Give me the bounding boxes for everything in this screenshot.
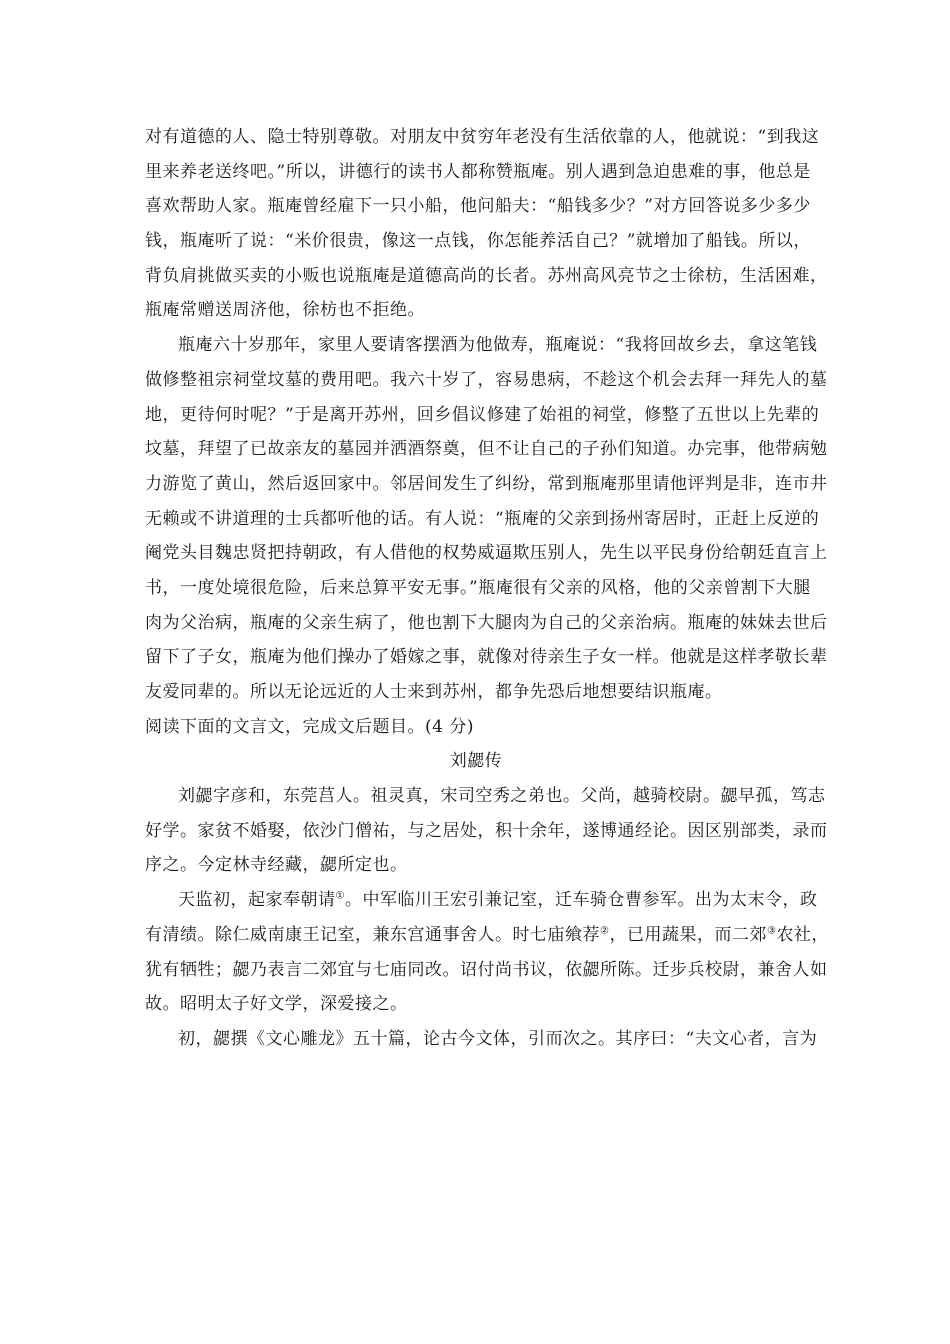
- paragraph-1: [145, 120, 828, 328]
- text-line: 对有道德的人、隐士特别尊敬。对朋友中贫穷年老没有生活依靠的人，他就说：“到我这: [145, 127, 820, 147]
- text-line: [145, 918, 829, 953]
- text-line: 留下了子女，瓶庵为他们操办了婚嫁之事，就像对待亲生子女一样。他就是这样孝敬长辈: [145, 647, 828, 668]
- text-line: 背负肩挑做买卖的小贩也说瓶庵是道德高尚的长者。苏州高风亮节之士徐枋，生活困难，: [145, 265, 828, 286]
- document-page: [145, 120, 829, 1057]
- text-line: 序之。今定林寺经藏，勰所定也。: [145, 855, 408, 876]
- text-line: 故。昭明太子好文学，深爱接之。: [145, 994, 408, 1015]
- text-segment: 。中军临川王宏引兼记室，迁车骑仓曹参军。出为太末令，政: [344, 890, 818, 911]
- text-line: 刘勰字彦和，东莞莒人。祖灵真，宋司空秀之弟也。父尚，越骑校尉。勰早孤，笃志: [178, 786, 826, 807]
- text-line: 初，勰撰《文心雕龙》五十篇，论古今文体，引而次之。其序曰：“夫文心者，言为: [178, 1028, 818, 1049]
- text-line: 瓶庵常赠送周济他，徐枋也不拒绝。: [145, 300, 425, 321]
- passage-title: 刘勰传: [449, 751, 503, 772]
- text-line: 犹有牺牲；勰乃表言二郊宜与七庙同改。诏付尚书议，依勰所陈。迁步兵校尉，兼舍人如: [145, 959, 828, 980]
- footnote-marker: ③: [766, 925, 777, 937]
- text-segment: ，已用蔬果，而二郊: [609, 924, 767, 945]
- text-line: 喜欢帮助人家。瓶庵曾经雇下一只小船，他问船夫：“船钱多少？”对方回答说多少多少: [145, 196, 811, 217]
- text-line: 力游览了黄山，然后返回家中。邻居间发生了纠纷，常到瓶庵那里请他评判是非，连市井: [145, 473, 828, 494]
- text-line: 肉为父治病，瓶庵的父亲生病了，他也割下大腿肉为自己的父亲治病。瓶庵的妹妹去世后: [145, 612, 828, 633]
- text-line: 地，更待何时呢？”于是离开苏州，回乡倡议修建了始祖的祠堂，修整了五世以上先辈的: [145, 404, 820, 425]
- text-segment: 有清绩。除仁威南康王记室，兼东宫通事舍人。时七庙飨荐: [145, 924, 600, 945]
- text-line: 友爱同辈的。所以无论远近的人士来到苏州，都争先恐后地想要结识瓶庵。: [145, 682, 723, 702]
- question-instruction: 阅读下面的文言文，完成文后题目。(4 分): [145, 716, 474, 737]
- footnote-marker: ①: [335, 890, 345, 902]
- text-segment: 天监初，起家奉朝请: [178, 890, 336, 911]
- paragraph-2: [145, 328, 828, 710]
- text-line: 钱，瓶庵听了说：“米价很贵，像这一点钱，你怎能养活自己？”就增加了船钱。所以，: [145, 231, 811, 252]
- paragraph-3: [145, 779, 828, 883]
- paragraph-5: [145, 1022, 818, 1057]
- text-line: 书，一度处境很危险，后来总算平安无事。”瓶庵很有父亲的风格，他的父亲曾割下大腿: [145, 577, 811, 598]
- text-line: 瓶庵六十岁那年，家里人要请客摆酒为他做寿，瓶庵说：“我将回故乡去，拿这笔钱: [178, 335, 818, 356]
- text-segment: 农社，: [776, 924, 829, 945]
- paragraph-4: [145, 883, 829, 1022]
- text-line: [145, 883, 818, 918]
- footnote-marker: ②: [600, 925, 610, 937]
- text-line: 无赖或不讲道理的士兵都听他的话。有人说：“瓶庵的父亲到扬州寄居时，正赶上反逆的: [145, 508, 820, 529]
- text-line: 里来养老送终吧。”所以，讲德行的读书人都称赞瓶庵。别人遇到急迫患难的事，他总是: [145, 161, 811, 182]
- text-line: 阉党头目魏忠贤把持朝政，有人借他的权势威逼欺压别人，先生以平民身份给朝廷直言上: [145, 543, 828, 564]
- text-line: 做修整祖宗祠堂坟墓的费用吧。我六十岁了，容易患病，不趁这个机会去拜一拜先人的墓: [145, 369, 828, 390]
- text-line: 坟墓，拜望了已故亲友的墓园并洒酒祭奠，但不让自己的子孙们知道。办完事，他带病勉: [145, 439, 828, 460]
- text-line: 好学。家贫不婚娶，依沙门僧祐，与之居处，积十余年，遂博通经论。因区别部类，录而: [145, 820, 828, 841]
